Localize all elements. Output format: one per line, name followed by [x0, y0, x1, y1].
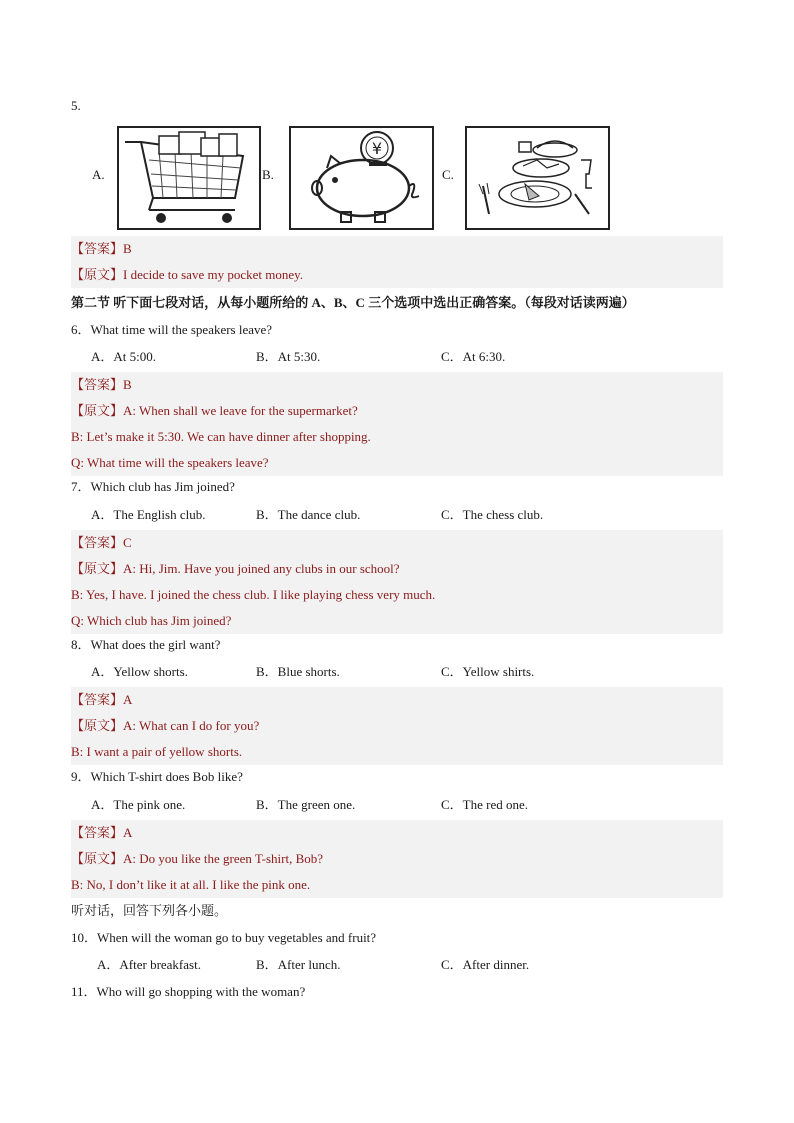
q6-transcript-line-1: 【原文】A: When shall we leave for the supermarket? — [71, 398, 723, 424]
q8-option-b: B．Blue shorts. — [256, 664, 340, 679]
svg-text:¥: ¥ — [371, 139, 383, 158]
q5-number: 5. — [71, 98, 81, 113]
piggy-bank-icon — [289, 126, 434, 230]
q9-option-b: B．The green one. — [256, 797, 356, 812]
q6-stem: 6．What time will the speakers leave? — [71, 322, 273, 337]
q9-transcript-line-1: 【原文】A: Do you like the green T-shirt, Bob? — [71, 846, 723, 872]
q9-transcript-line-2: B: No, I don’t like it at all. I like the pink one. — [71, 872, 723, 898]
q8-option-c: C．Yellow shirts. — [441, 664, 535, 679]
q8-transcript-line-2: B: I want a pair of yellow shorts. — [71, 739, 723, 765]
q10-option-b: B．After lunch. — [256, 957, 341, 972]
q6-answer: 【答案】B — [71, 372, 723, 398]
q5-transcript: 【原文】I decide to save my pocket money. — [71, 262, 723, 288]
q9-answer: 【答案】A — [71, 820, 723, 846]
q7-stem: 7．Which club has Jim joined? — [71, 479, 235, 494]
q10-option-c: C．After dinner. — [441, 957, 530, 972]
q8-transcript-line-1: 【原文】A: What can I do for you? — [71, 713, 723, 739]
q6-transcript-line-3: Q: What time will the speakers leave? — [71, 450, 723, 476]
q9-stem: 9．Which T-shirt does Bob like? — [71, 769, 243, 784]
q7-transcript-line-2: B: Yes, I have. I joined the chess club. I like playing chess very much. — [71, 582, 723, 608]
q7-transcript-line-3: Q: Which club has Jim joined? — [71, 608, 723, 634]
q6-option-a: A．At 5:00. — [91, 349, 157, 364]
q6-option-c: C．At 6:30. — [441, 349, 506, 364]
q6-transcript-line-2: B: Let’s make it 5:30. We can have dinner after shopping. — [71, 424, 723, 450]
section-2-title: 第二节 听下面七段对话，从每小题所给的 A、B、C 三个选项中选出正确答案。（每段对话读两遍） — [71, 295, 635, 310]
q10-stem: 10．When will the woman go to buy vegetables and fruit? — [71, 930, 377, 945]
q9-option-c: C．The red one. — [441, 797, 529, 812]
q5-answer: 【答案】B — [71, 236, 723, 262]
q6-option-b: B．At 5:30. — [256, 349, 321, 364]
q8-answer: 【答案】A — [71, 687, 723, 713]
q5-option-b-label: B. — [262, 167, 274, 182]
dinner-table-icon — [465, 126, 610, 230]
q8-stem: 8．What does the girl want? — [71, 637, 221, 652]
q7-option-a: A．The English club. — [91, 507, 206, 522]
shopping-cart-icon — [117, 126, 261, 230]
q7-answer: 【答案】C — [71, 530, 723, 556]
q10-option-a: A．After breakfast. — [97, 957, 201, 972]
q7-option-b: B．The dance club. — [256, 507, 361, 522]
q5-option-c-label: C. — [442, 167, 454, 182]
q7-option-c: C．The chess club. — [441, 507, 544, 522]
q5-option-a-label: A. — [92, 167, 105, 182]
q8-option-a: A．Yellow shorts. — [91, 664, 188, 679]
q9-option-a: A．The pink one. — [91, 797, 186, 812]
q11-stem: 11．Who will go shopping with the woman? — [71, 984, 306, 999]
q7-transcript-line-1: 【原文】A: Hi, Jim. Have you joined any clubs in our school? — [71, 556, 723, 582]
listen-prompt: 听对话，回答下列各小题。 — [71, 903, 228, 918]
